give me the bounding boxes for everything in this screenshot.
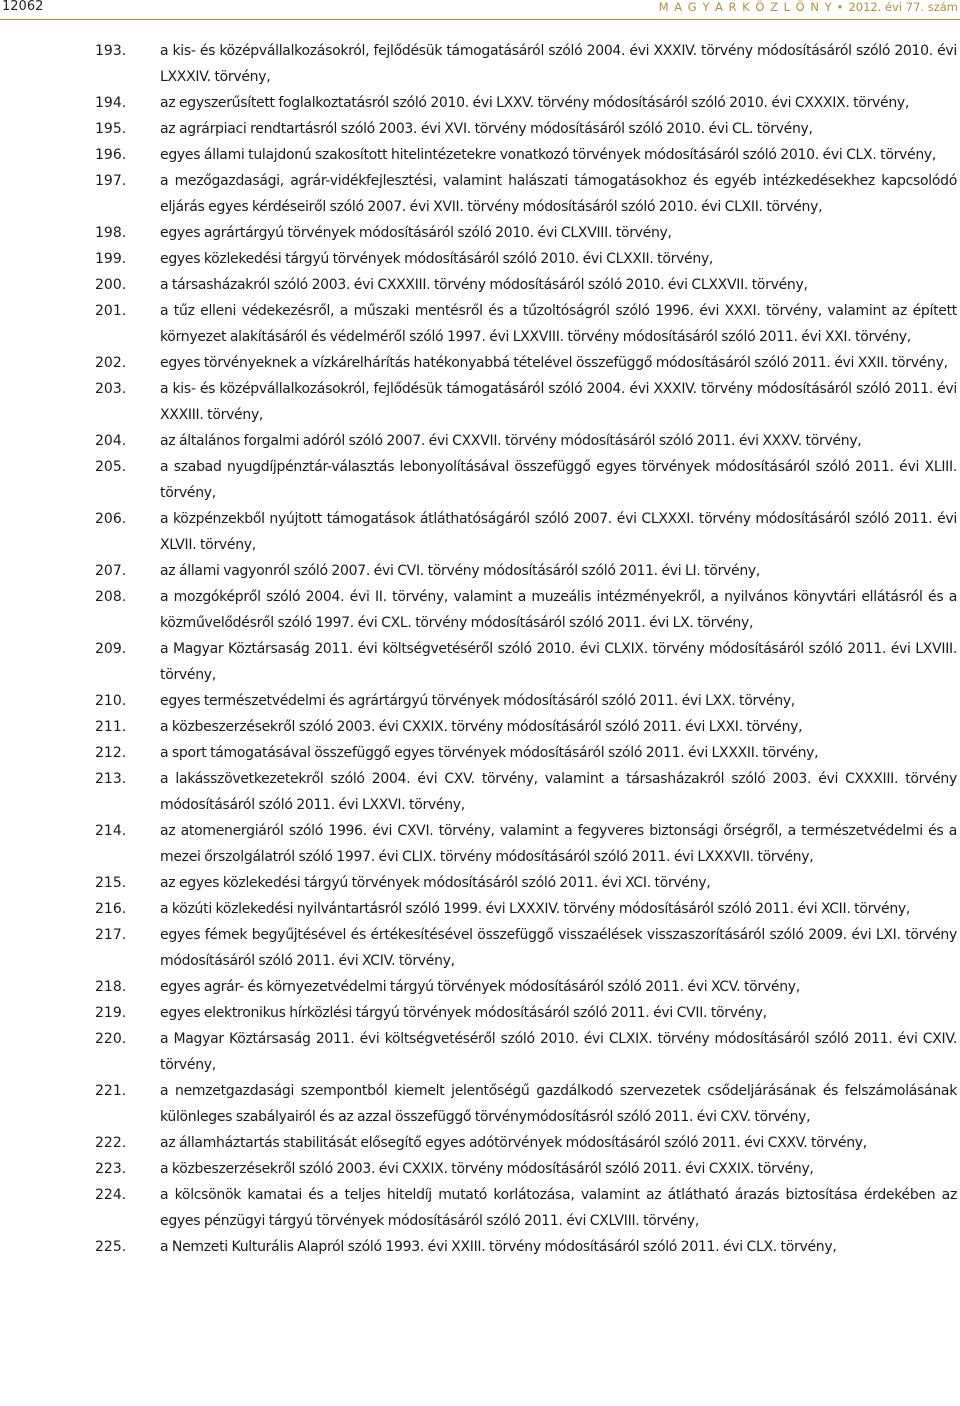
list-item-number: 220. bbox=[95, 1031, 127, 1047]
list-item bbox=[0, 38, 960, 90]
list-item bbox=[0, 168, 960, 220]
list-item-number: 219. bbox=[95, 1005, 127, 1021]
list-item-number: 204. bbox=[95, 433, 127, 449]
law-list bbox=[0, 38, 960, 1260]
list-item-text: az egyes közlekedési tárgyú törvények módosításáról szóló 2011. évi XCI. törvény, bbox=[160, 875, 711, 891]
list-item-text: egyes természetvédelmi és agrártárgyú törvények módosításáról szóló 2011. évi LXX. törvény, bbox=[160, 693, 795, 709]
list-item-number: 221. bbox=[95, 1083, 127, 1099]
list-item-text: egyes állami tulajdonú szakosított hitelintézetekre vonatkozó törvények módosításáról szóló 2010. évi CLX. törvény, bbox=[160, 147, 937, 163]
list-item-number: 216. bbox=[95, 901, 127, 917]
list-item-number: 203. bbox=[95, 381, 127, 397]
list-item-text: egyes elektronikus hírközlési tárgyú törvények módosításáról szóló 2011. évi CVII. törvény, bbox=[160, 1005, 767, 1021]
list-item bbox=[0, 1078, 960, 1130]
list-item-text: a kölcsönök kamatai és a teljes hiteldíj mutató korlátozása, valamint az átlátható árazás biztosítása érdekében az egyes pénzügyi tárgyú törvények módosításáról szóló 2011. évi CXLVIII. törvény, bbox=[160, 1187, 957, 1229]
list-item bbox=[0, 298, 960, 350]
list-item-number: 197. bbox=[95, 173, 127, 189]
list-item-number: 196. bbox=[95, 147, 127, 163]
list-item bbox=[0, 454, 960, 506]
list-item-text: a nemzetgazdasági szempontból kiemelt jelentőségű gazdálkodó szervezetek csődeljárásának és felszámolásának különleges szabályairól és az azzal összefüggő törvénymódosításról szóló 2011. évi CXV. törvény, bbox=[160, 1083, 957, 1125]
list-item-text: a társasházakról szóló 2003. évi CXXXIII. törvény módosításáról szóló 2010. évi CLXXVII. törvény, bbox=[160, 277, 808, 293]
list-item-number: 201. bbox=[95, 303, 127, 319]
list-item bbox=[0, 740, 960, 766]
list-item bbox=[0, 428, 960, 454]
list-item bbox=[0, 714, 960, 740]
running-head bbox=[659, 0, 958, 14]
list-item bbox=[0, 974, 960, 1000]
list-item-number: 217. bbox=[95, 927, 127, 943]
list-item-number: 200. bbox=[95, 277, 127, 293]
list-item-number: 223. bbox=[95, 1161, 127, 1177]
list-item-text: a kis- és középvállalkozásokról, fejlődésük támogatásáról szóló 2004. évi XXXIV. törvény módosításáról szóló 2011. évi XXXIII. törvény, bbox=[160, 381, 957, 423]
list-item-text: egyes közlekedési tárgyú törvények módosításáról szóló 2010. évi CLXXII. törvény, bbox=[160, 251, 714, 267]
list-item-number: 207. bbox=[95, 563, 127, 579]
list-item-text: a közbeszerzésekről szóló 2003. évi CXXIX. törvény módosításáról szóló 2011. évi CXXIX. törvény, bbox=[160, 1161, 814, 1177]
list-item bbox=[0, 636, 960, 688]
list-item-text: a mozgóképről szóló 2004. évi II. törvény, valamint a muzeális intézményekről, a nyilvános könyvtári ellátásról és a közművelődésről szóló 1997. évi CXL. törvény módosításáról szóló 2011. évi LX. törvény, bbox=[160, 589, 957, 631]
list-item-text: az államháztartás stabilitását elősegítő egyes adótörvények módosításáról szóló 2011. évi CXXV. törvény, bbox=[160, 1135, 867, 1151]
list-item-text: az általános forgalmi adóról szóló 2007. évi CXXVII. törvény módosításáról szóló 2011. évi XXXV. törvény, bbox=[160, 433, 862, 449]
list-item-text: a közbeszerzésekről szóló 2003. évi CXXIX. törvény módosításáról szóló 2011. évi LXXI. törvény, bbox=[160, 719, 803, 735]
list-item-number: 208. bbox=[95, 589, 127, 605]
list-item-number: 225. bbox=[95, 1239, 127, 1255]
list-item-text: az agrárpiaci rendtartásról szóló 2003. évi XVI. törvény módosításáról szóló 2010. évi CL. törvény, bbox=[160, 121, 813, 137]
list-item-text: a sport támogatásával összefüggő egyes törvények módosításáról szóló 2011. évi LXXXII. törvény, bbox=[160, 745, 819, 761]
list-item-text: az egyszerűsített foglalkoztatásról szóló 2010. évi LXXV. törvény módosításáról szóló 2010. évi CXXXIX. törvény, bbox=[160, 95, 910, 111]
list-item-text: a lakásszövetkezetekről szóló 2004. évi CXV. törvény, valamint a társasházakról szóló 2003. évi CXXXIII. törvény módosításáról szóló 2011. évi LXXVI. törvény, bbox=[160, 771, 957, 813]
list-item-text: az állami vagyonról szóló 2007. évi CVI. törvény módosításáról szóló 2011. évi LI. törvény, bbox=[160, 563, 761, 579]
list-item-number: 224. bbox=[95, 1187, 127, 1203]
list-item bbox=[0, 922, 960, 974]
list-item-number: 195. bbox=[95, 121, 127, 137]
list-item bbox=[0, 142, 960, 168]
list-item-number: 206. bbox=[95, 511, 127, 527]
list-item-number: 198. bbox=[95, 225, 127, 241]
list-item-text: a mezőgazdasági, agrár-vidékfejlesztési, valamint halászati támogatásokhoz és egyéb intézkedésekhez kapcsolódó eljárás egyes kérdéseiről szóló 2007. évi XVII. törvény módosításáról szóló 2010. évi CLXII. törvény, bbox=[160, 173, 957, 215]
list-item-number: 209. bbox=[95, 641, 127, 657]
list-item-number: 218. bbox=[95, 979, 127, 995]
header-rule bbox=[0, 19, 960, 20]
list-item-number: 210. bbox=[95, 693, 127, 709]
list-item bbox=[0, 1026, 960, 1078]
page-header bbox=[0, 0, 960, 22]
list-item bbox=[0, 1234, 960, 1260]
list-item-text: a szabad nyugdíjpénztár-választás lebonyolításával összefüggő egyes törvények módosításáról szóló 2011. évi XLIII. törvény, bbox=[160, 459, 957, 501]
list-item bbox=[0, 870, 960, 896]
list-item-text: egyes törvényeknek a vízkárelhárítás hatékonyabbá tételével összefüggő módosításáról szóló 2011. évi XXII. törvény, bbox=[160, 355, 948, 371]
list-item bbox=[0, 1000, 960, 1026]
list-item-text: a Nemzeti Kulturális Alapról szóló 1993. évi XXIII. törvény módosításáról szóló 2011. évi CLX. törvény, bbox=[160, 1239, 837, 1255]
list-item-number: 212. bbox=[95, 745, 127, 761]
page-number: 12062 bbox=[2, 0, 44, 14]
list-item-text: a közúti közlekedési nyilvántartásról szóló 1999. évi LXXXIV. törvény módosításáról szóló 2011. évi XCII. törvény, bbox=[160, 901, 911, 917]
list-item-number: 213. bbox=[95, 771, 127, 787]
list-item-number: 211. bbox=[95, 719, 127, 735]
list-item bbox=[0, 558, 960, 584]
list-item bbox=[0, 896, 960, 922]
list-item bbox=[0, 246, 960, 272]
separator-dot: • bbox=[836, 0, 845, 14]
list-item-number: 202. bbox=[95, 355, 127, 371]
list-item bbox=[0, 1182, 960, 1234]
list-item-number: 222. bbox=[95, 1135, 127, 1151]
list-item-number: 194. bbox=[95, 95, 127, 111]
list-item-number: 193. bbox=[95, 43, 127, 59]
list-item bbox=[0, 220, 960, 246]
list-item-text: egyes agrártárgyú törvények módosításáról szóló 2010. évi CLXVIII. törvény, bbox=[160, 225, 672, 241]
list-item bbox=[0, 1130, 960, 1156]
list-item-text: egyes agrár- és környezetvédelmi tárgyú törvények módosításáról szóló 2011. évi XCV. törvény, bbox=[160, 979, 800, 995]
list-item bbox=[0, 506, 960, 558]
list-item bbox=[0, 818, 960, 870]
list-item-number: 215. bbox=[95, 875, 127, 891]
issue-label: 2012. évi 77. szám bbox=[848, 0, 958, 14]
list-item bbox=[0, 116, 960, 142]
list-item bbox=[0, 766, 960, 818]
list-item bbox=[0, 350, 960, 376]
list-item-text: a Magyar Köztársaság 2011. évi költségvetéséről szóló 2010. évi CLXIX. törvény módosításáról szóló 2011. évi CXIV. törvény, bbox=[160, 1031, 957, 1073]
list-item-text: az atomenergiáról szóló 1996. évi CXVI. törvény, valamint a fegyveres biztonsági őrségről, a természetvédelmi és a mezei őrszolgálatról szóló 1997. évi CLIX. törvény módosításáról szóló 2011. évi LXXXVII. törvény, bbox=[160, 823, 957, 865]
list-item bbox=[0, 376, 960, 428]
list-item bbox=[0, 688, 960, 714]
list-item bbox=[0, 1156, 960, 1182]
journal-name: M A G Y A R K Ö Z L Ö N Y bbox=[658, 0, 833, 14]
list-item-text: egyes fémek begyűjtésével és értékesítésével összefüggő visszaélések visszaszorításáról szóló 2009. évi LXI. törvény módosításáról szóló 2011. évi XCIV. törvény, bbox=[160, 927, 957, 969]
list-item-number: 214. bbox=[95, 823, 127, 839]
list-item bbox=[0, 584, 960, 636]
list-item-number: 205. bbox=[95, 459, 127, 475]
list-item bbox=[0, 90, 960, 116]
list-item-text: a közpénzekből nyújtott támogatások átláthatóságáról szóló 2007. évi CLXXXI. törvény módosításáról szóló 2011. évi XLVII. törvény, bbox=[160, 511, 957, 553]
list-item-number: 199. bbox=[95, 251, 127, 267]
list-item-text: a tűz elleni védekezésről, a műszaki mentésről és a tűzoltóságról szóló 1996. évi XXXI. törvény, valamint az épített környezet alakításáról és védelméről szóló 1997. évi LXXVIII. törvény módosításáról szóló 2011. évi XXI. törvény, bbox=[160, 303, 957, 345]
list-item bbox=[0, 272, 960, 298]
list-item-text: a kis- és középvállalkozásokról, fejlődésük támogatásáról szóló 2004. évi XXXIV. törvény módosításáról szóló 2010. évi LXXXIV. törvény, bbox=[160, 43, 957, 85]
list-item-text: a Magyar Köztársaság 2011. évi költségvetéséről szóló 2010. évi CLXIX. törvény módosításáról szóló 2011. évi LXVIII. törvény, bbox=[160, 641, 957, 683]
